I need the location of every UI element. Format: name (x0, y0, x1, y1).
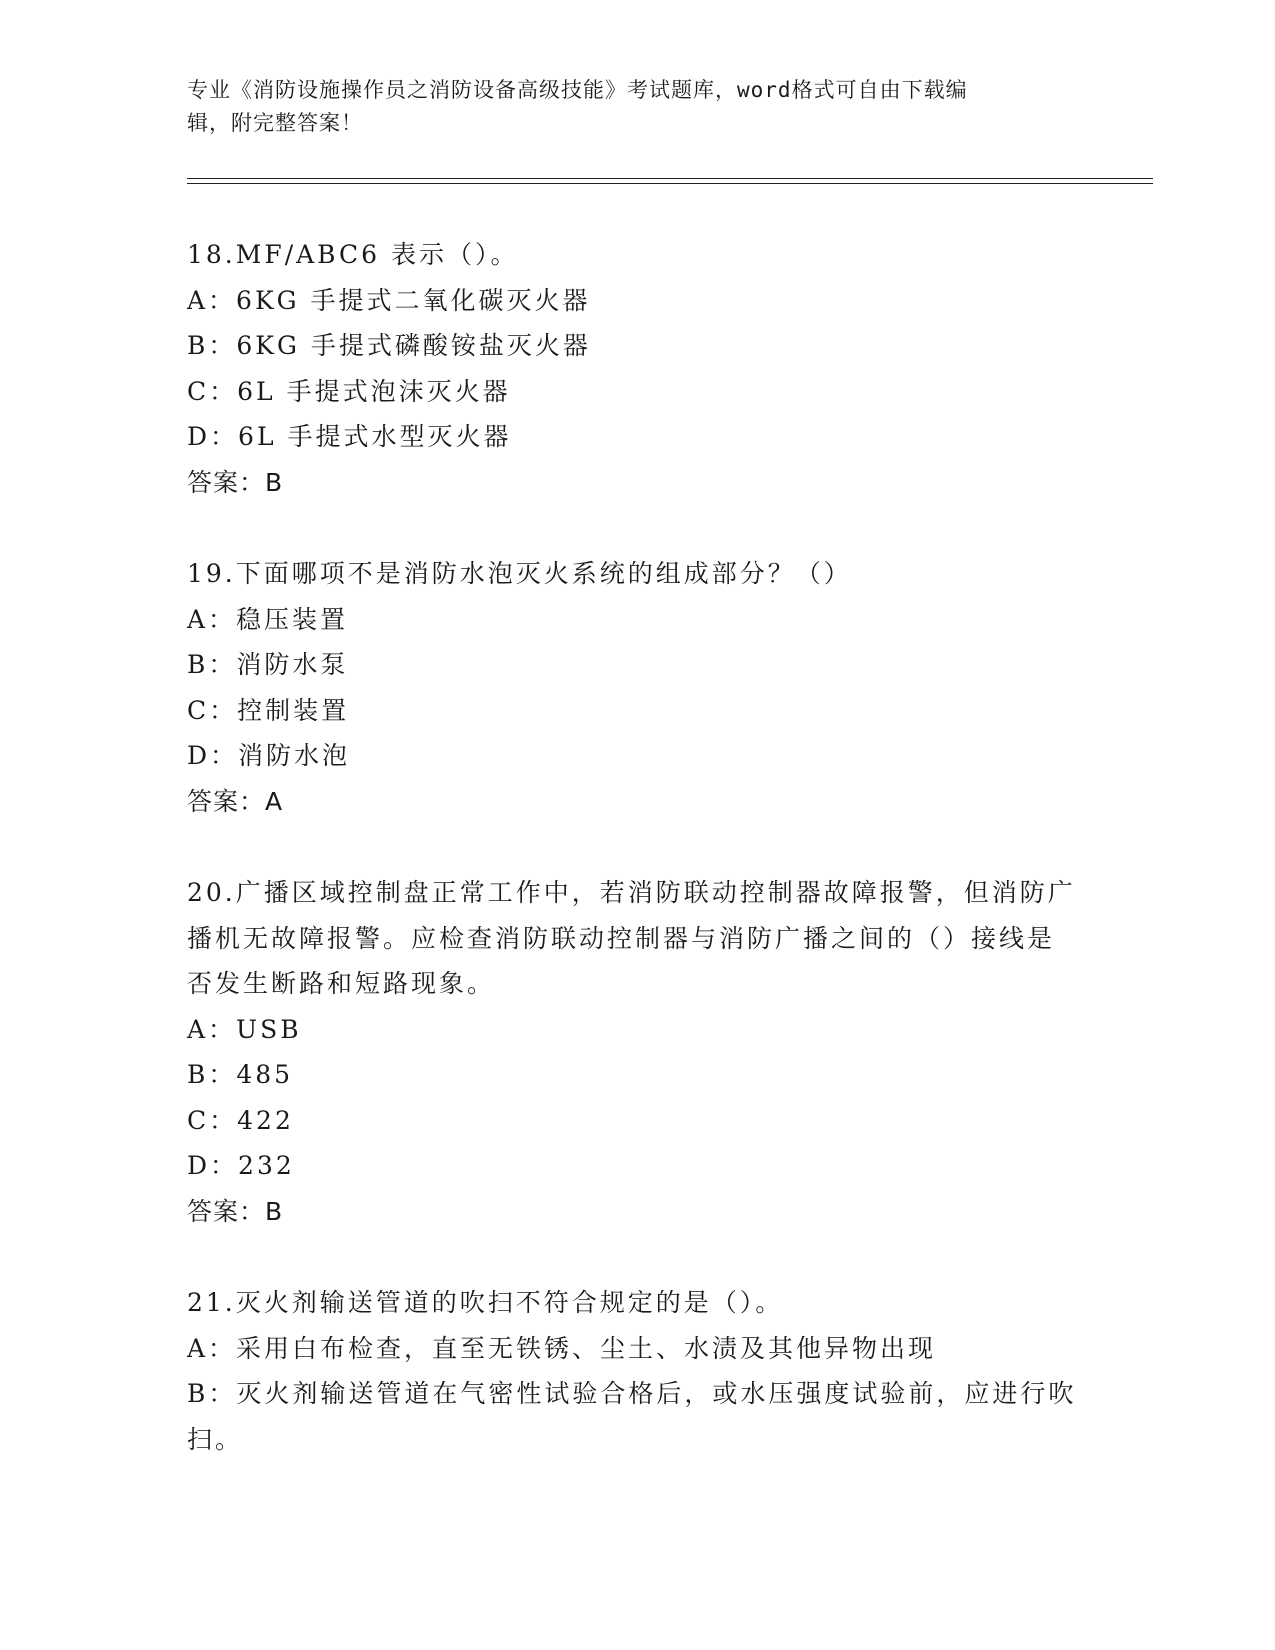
option-c: C：422 (187, 1105, 294, 1135)
option-d: D：消防水泡 (187, 741, 351, 770)
option-b: B：6KG 手提式磷酸铵盐灭火器 (187, 331, 591, 360)
option-b: B：消防水泵 (187, 650, 349, 679)
header-divider-top (187, 178, 1153, 179)
option-c: C：6L 手提式泡沫灭火器 (187, 376, 511, 406)
option-b: B：485 (187, 1060, 294, 1089)
answer-line: 答案：B (187, 467, 284, 497)
question-stem: 18.MF/ABC6 表示（）。 (187, 240, 519, 269)
option-d: D：232 (187, 1151, 295, 1180)
question-20 (187, 870, 1087, 1234)
option-a: A：稳压装置 (187, 604, 349, 634)
question-19 (187, 551, 1087, 824)
option-c: C：控制装置 (187, 695, 350, 725)
question-stem: 21.灭火剂输送管道的吹扫不符合规定的是（）。 (187, 1288, 784, 1317)
option-b: B：灭火剂输送管道在气密性试验合格后，或水压强度试验前，应进行吹扫。 (187, 1379, 1077, 1454)
header-line-1: 专业《消防设施操作员之消防设备高级技能》考试题库，word格式可自由下载编 (187, 78, 968, 102)
question-21 (187, 1280, 1087, 1462)
question-18 (187, 232, 1087, 505)
option-a: A：6KG 手提式二氧化碳灭火器 (187, 285, 591, 315)
answer-line: 答案：A (187, 786, 284, 816)
document-header (187, 74, 1077, 140)
option-a: A：采用白布检查，直至无铁锈、尘土、水渍及其他异物出现 (187, 1333, 937, 1363)
header-line-2: 辑，附完整答案！ (187, 111, 363, 135)
question-stem: 19.下面哪项不是消防水泡灭火系统的组成部分？（） (187, 559, 852, 588)
option-a: A：USB (187, 1014, 302, 1044)
option-d: D：6L 手提式水型灭火器 (187, 422, 512, 451)
question-list (187, 232, 1087, 1508)
header-divider-bottom (187, 183, 1153, 184)
answer-line: 答案：B (187, 1196, 284, 1226)
question-stem: 20.广播区域控制盘正常工作中，若消防联动控制器故障报警，但消防广播机无故障报警。应检查消防联动控制器与消防广播之间的（）接线是否发生断路和短路现象。 (187, 878, 1076, 998)
